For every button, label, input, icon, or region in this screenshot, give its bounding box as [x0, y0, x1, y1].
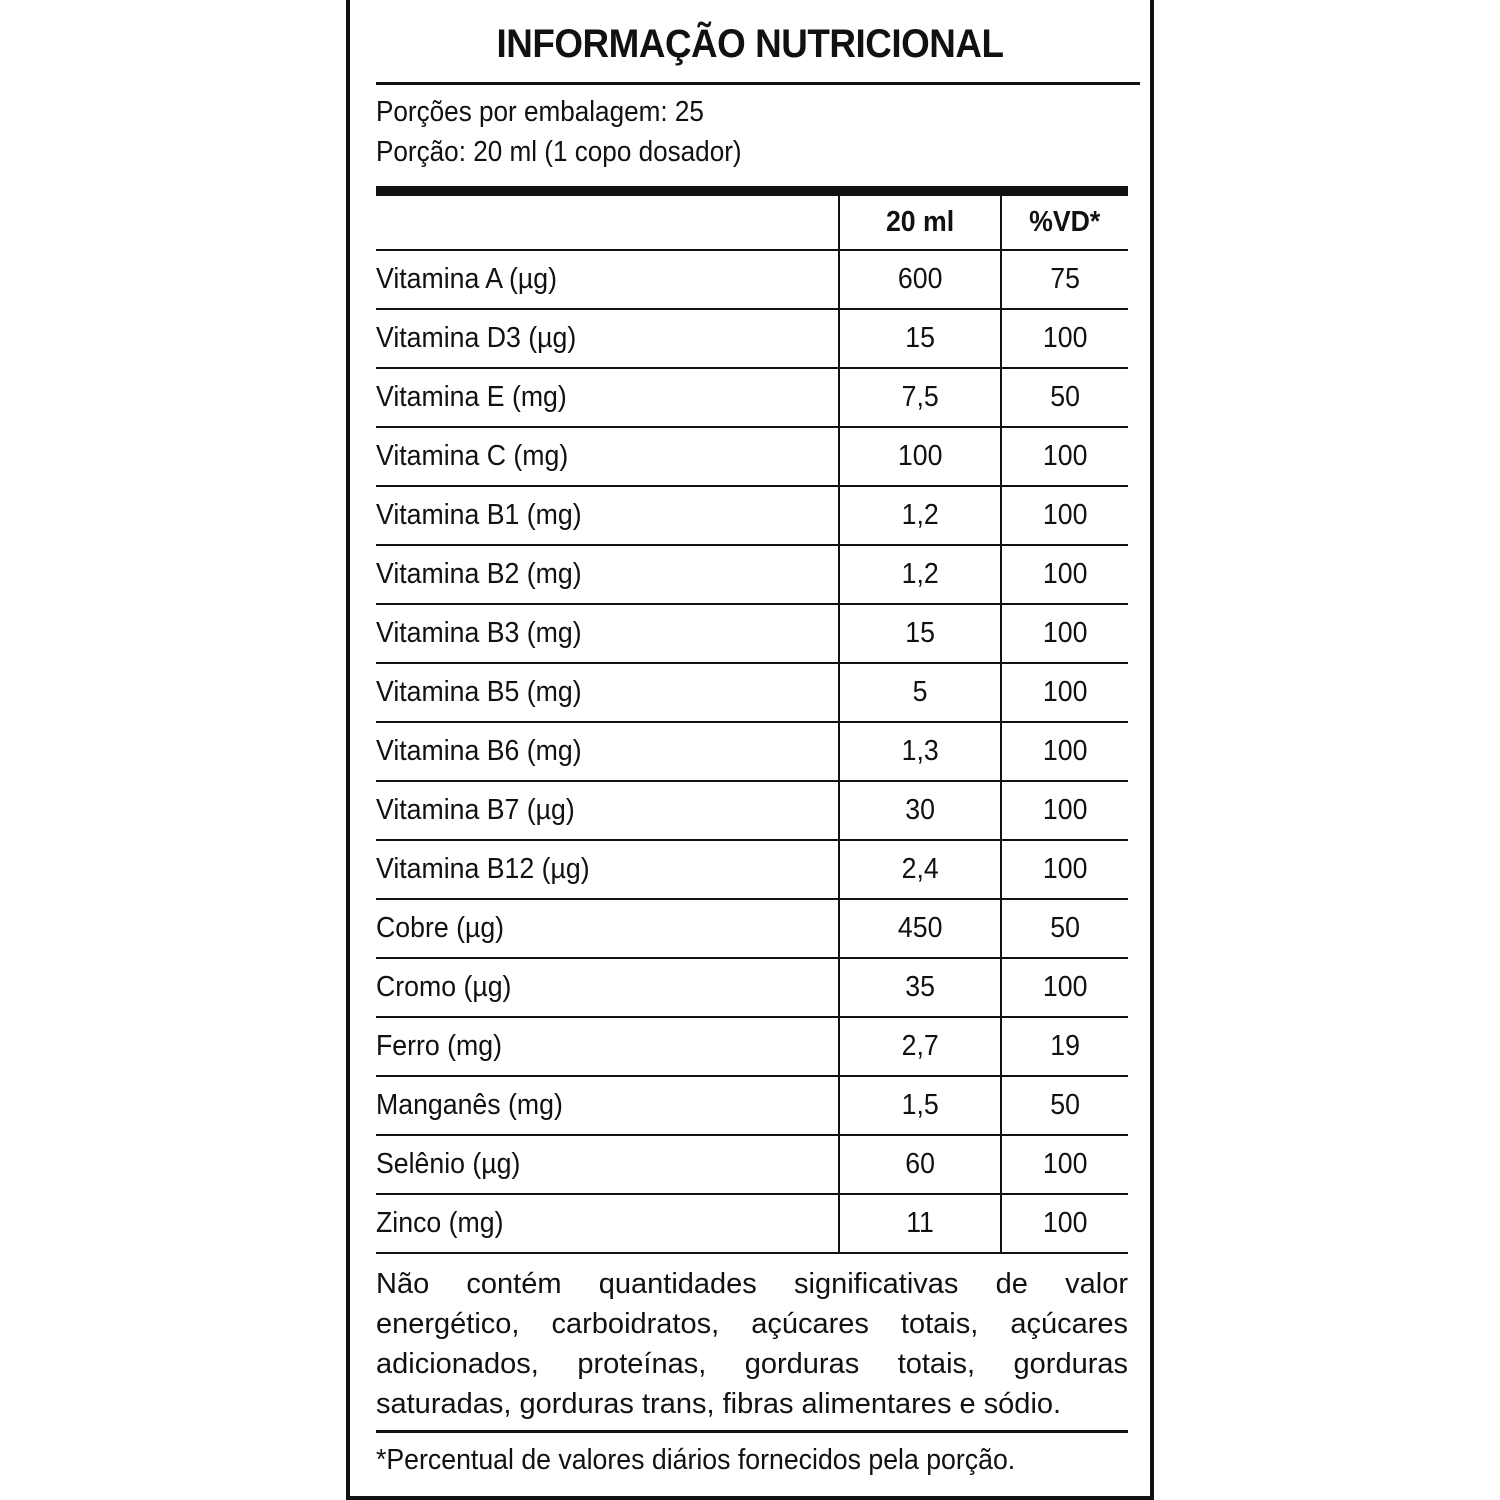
nutrient-daily-value: 50	[1001, 1076, 1128, 1135]
servings-per-package: Porções por embalagem: 25	[376, 96, 704, 128]
thick-divider	[376, 186, 1128, 196]
nutrient-name: Vitamina E (mg)	[376, 368, 839, 427]
nutrient-daily-value: 50	[1001, 899, 1128, 958]
label-title: INFORMAÇÃO NUTRICIONAL	[496, 22, 1004, 66]
nutrient-quantity: 1,2	[839, 545, 1001, 604]
nutrient-quantity: 100	[839, 427, 1001, 486]
nutrient-name: Selênio (µg)	[376, 1135, 839, 1194]
table-row	[376, 368, 1128, 427]
nutrient-quantity: 11	[839, 1194, 1001, 1253]
nutrient-daily-value: 19	[1001, 1017, 1128, 1076]
table-row	[376, 899, 1128, 958]
nutrient-name: Vitamina A (µg)	[376, 250, 839, 309]
nutrient-name: Cobre (µg)	[376, 899, 839, 958]
serving-size: Porção: 20 ml (1 copo dosador)	[376, 136, 742, 168]
nutrient-daily-value: 100	[1001, 1194, 1128, 1253]
nutrient-name: Ferro (mg)	[376, 1017, 839, 1076]
header-nutrient	[376, 196, 839, 250]
nutrient-daily-value: 100	[1001, 486, 1128, 545]
table-row	[376, 309, 1128, 368]
nutrition-label	[346, 0, 1154, 1500]
table-row	[376, 1194, 1128, 1253]
nutrient-quantity: 1,2	[839, 486, 1001, 545]
nutrient-name: Vitamina B7 (µg)	[376, 781, 839, 840]
nutrient-daily-value: 100	[1001, 781, 1128, 840]
nutrient-quantity: 2,4	[839, 840, 1001, 899]
nutrient-name: Vitamina B1 (mg)	[376, 486, 839, 545]
table-row	[376, 486, 1128, 545]
nutrient-quantity: 60	[839, 1135, 1001, 1194]
table-row	[376, 840, 1128, 899]
nutrient-quantity: 15	[839, 309, 1001, 368]
table-row	[376, 427, 1128, 486]
table-header-row	[376, 196, 1128, 250]
nutrient-daily-value: 100	[1001, 427, 1128, 486]
nutrient-name: Cromo (µg)	[376, 958, 839, 1017]
nutrient-name: Vitamina B3 (mg)	[376, 604, 839, 663]
nutrient-quantity: 2,7	[839, 1017, 1001, 1076]
header-daily-value: %VD*	[1001, 196, 1128, 250]
nutrient-quantity: 35	[839, 958, 1001, 1017]
nutrient-quantity: 450	[839, 899, 1001, 958]
footnote: *Percentual de valores diários fornecidos pela porção.	[376, 1444, 1016, 1476]
nutrient-quantity: 15	[839, 604, 1001, 663]
nutrient-quantity: 1,3	[839, 722, 1001, 781]
table-row	[376, 545, 1128, 604]
table-row	[376, 722, 1128, 781]
title-divider	[376, 82, 1140, 85]
table-row	[376, 958, 1128, 1017]
nutrient-daily-value: 75	[1001, 250, 1128, 309]
nutrient-name: Vitamina B5 (mg)	[376, 663, 839, 722]
footnote-divider	[376, 1430, 1128, 1433]
nutrient-name: Vitamina B2 (mg)	[376, 545, 839, 604]
nutrient-daily-value: 50	[1001, 368, 1128, 427]
table-row	[376, 1076, 1128, 1135]
table-row	[376, 250, 1128, 309]
nutrient-name: Vitamina B6 (mg)	[376, 722, 839, 781]
table-row	[376, 1135, 1128, 1194]
header-quantity: 20 ml	[839, 196, 1001, 250]
nutrient-name: Vitamina C (mg)	[376, 427, 839, 486]
nutrition-table	[376, 196, 1128, 1254]
nutrient-daily-value: 100	[1001, 663, 1128, 722]
nutrient-daily-value: 100	[1001, 722, 1128, 781]
nutrient-daily-value: 100	[1001, 840, 1128, 899]
nutrient-quantity: 600	[839, 250, 1001, 309]
nutrient-quantity: 5	[839, 663, 1001, 722]
table-row	[376, 663, 1128, 722]
nutrient-quantity: 7,5	[839, 368, 1001, 427]
table-row	[376, 604, 1128, 663]
nutrient-name: Vitamina D3 (µg)	[376, 309, 839, 368]
nutrient-name: Zinco (mg)	[376, 1194, 839, 1253]
table-row	[376, 1017, 1128, 1076]
nutrient-daily-value: 100	[1001, 1135, 1128, 1194]
nutrient-daily-value: 100	[1001, 309, 1128, 368]
nutrient-daily-value: 100	[1001, 958, 1128, 1017]
nutrient-name: Vitamina B12 (µg)	[376, 840, 839, 899]
nutrient-daily-value: 100	[1001, 545, 1128, 604]
nutrient-quantity: 1,5	[839, 1076, 1001, 1135]
nutrient-daily-value: 100	[1001, 604, 1128, 663]
nutrition-note: Não contém quantidades significativas de valor energético, carboidratos, açúcares totais, açúcares adicionados, proteínas, gorduras totais, gorduras saturadas, gorduras trans, fibras alimentares e sódio.	[376, 1268, 1128, 1420]
nutrient-quantity: 30	[839, 781, 1001, 840]
table-row	[376, 781, 1128, 840]
nutrient-name: Manganês (mg)	[376, 1076, 839, 1135]
